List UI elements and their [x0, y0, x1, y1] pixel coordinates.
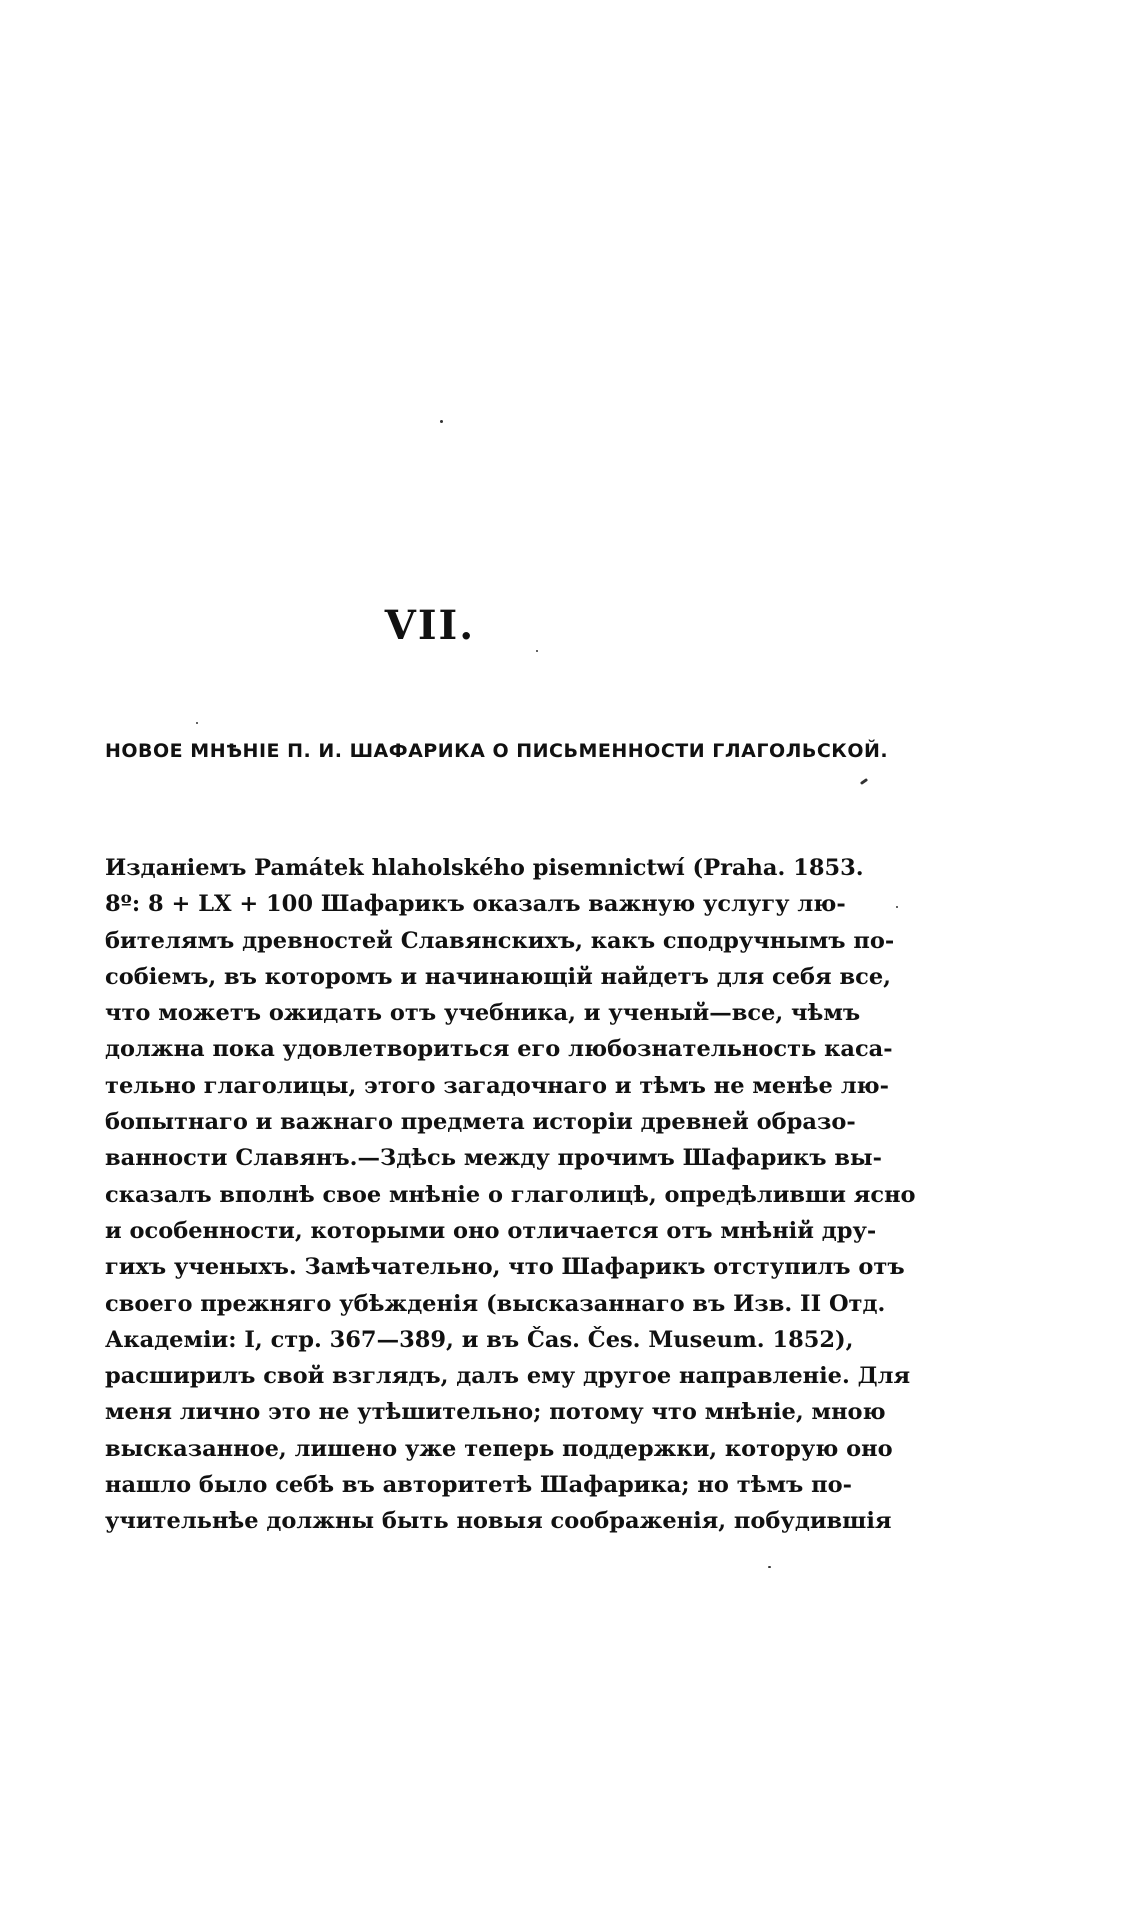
text-line: расширилъ свой взглядъ, далъ ему другое направленіе. Для [105, 1363, 911, 1390]
body-paragraph [105, 850, 916, 1540]
scan-speck [440, 420, 443, 423]
text-line: сказалъ вполнѣ свое мнѣніе о глаголицѣ, опредѣливши ясно [105, 1181, 916, 1208]
scan-speck [196, 722, 198, 724]
text-line: нашло было себѣ въ авторитетѣ Шафарика; но тѣмъ по- [105, 1472, 852, 1499]
text-line: учительнѣе должны быть новыя соображенія, побудившія [105, 1508, 892, 1535]
text-line: меня лично это не утѣшительно; потому что мнѣніе, мною [105, 1399, 886, 1426]
scan-speck [896, 906, 898, 908]
text-line: 8º: 8 + LX + 100 Шафарикъ оказалъ важную услугу лю- [105, 891, 846, 918]
text-line: своего прежняго убѣжденія (высказаннаго въ Изв. II Отд. [105, 1290, 886, 1317]
scan-speck [860, 778, 868, 785]
chapter-number: VII. [384, 602, 476, 649]
text-line: высказанное, лишено уже теперь поддержки, которую оно [105, 1435, 893, 1462]
text-line: бителямъ древностей Славянскихъ, какъ сподручнымъ по- [105, 927, 895, 954]
text-line: и особенности, которыми оно отличается отъ мнѣній дру- [105, 1217, 877, 1244]
text-line: что можетъ ожидать отъ учебника, и ученый—все, чѣмъ [105, 1000, 861, 1027]
text-line: Изданіемъ Památek hlaholského pisemnictwí (Praha. 1853. [105, 855, 864, 881]
text-line: собіемъ, въ которомъ и начинающій найдетъ для себя все, [105, 963, 891, 990]
chapter-title: НОВОЕ МНѢНІЕ П. И. ШАФАРИКА О ПИСЬМЕННОСТИ ГЛАГОЛЬСКОЙ. [105, 740, 889, 762]
text-line: бопытнаго и важнаго предмета исторіи древней образо- [105, 1109, 856, 1136]
text-line: тельно глаголицы, этого загадочнаго и тѣмъ не менѣе лю- [105, 1072, 889, 1099]
text-line: должна пока удовлетвориться его любознательность каса- [105, 1036, 893, 1063]
scan-speck [768, 1566, 771, 1568]
text-line: гихъ ученыхъ. Замѣчательно, что Шафарикъ отступилъ отъ [105, 1254, 905, 1281]
text-line: ванности Славянъ.—Здѣсь между прочимъ Шафарикъ вы- [105, 1145, 882, 1172]
scan-speck [536, 650, 538, 652]
text-line: Академіи: I, стр. 367—389, и въ Čas. Čes. Museum. 1852), [105, 1326, 854, 1353]
